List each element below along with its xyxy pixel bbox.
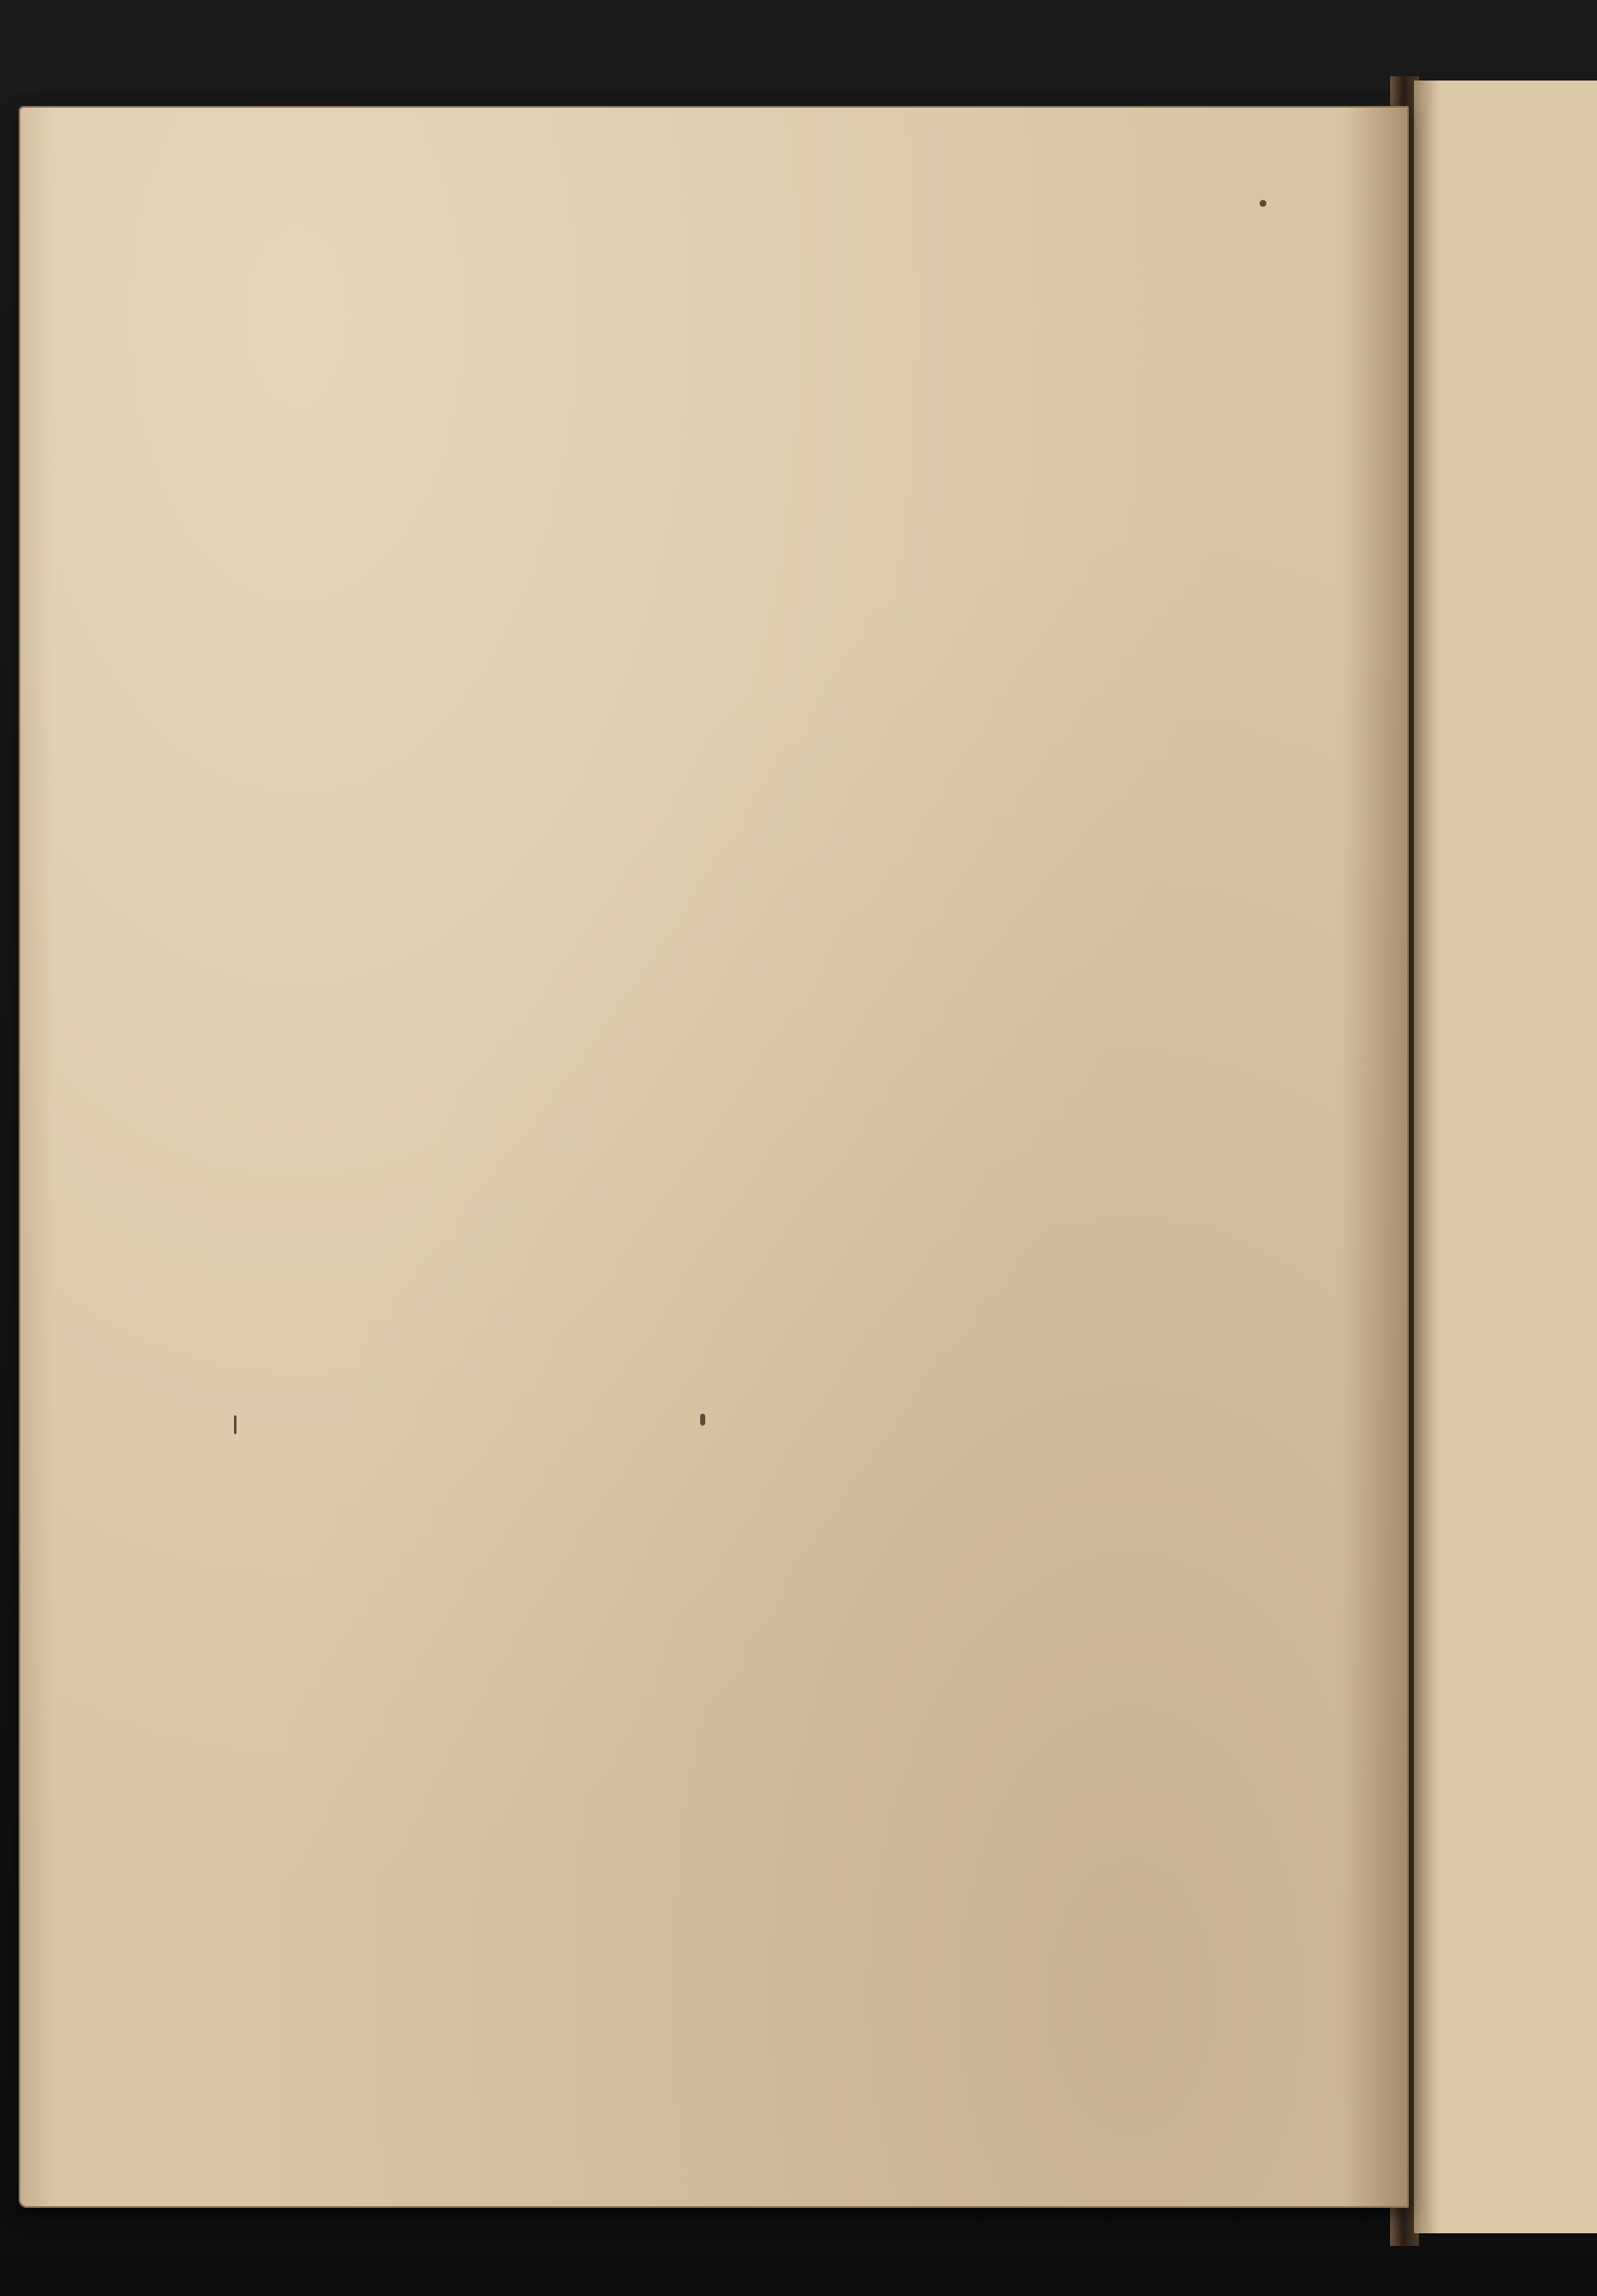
paper-speck <box>1260 200 1266 207</box>
paper-mark <box>234 1415 236 1434</box>
left-page <box>19 106 1409 2208</box>
right-page <box>1414 81 1597 2233</box>
paper-speck <box>700 1414 705 1426</box>
